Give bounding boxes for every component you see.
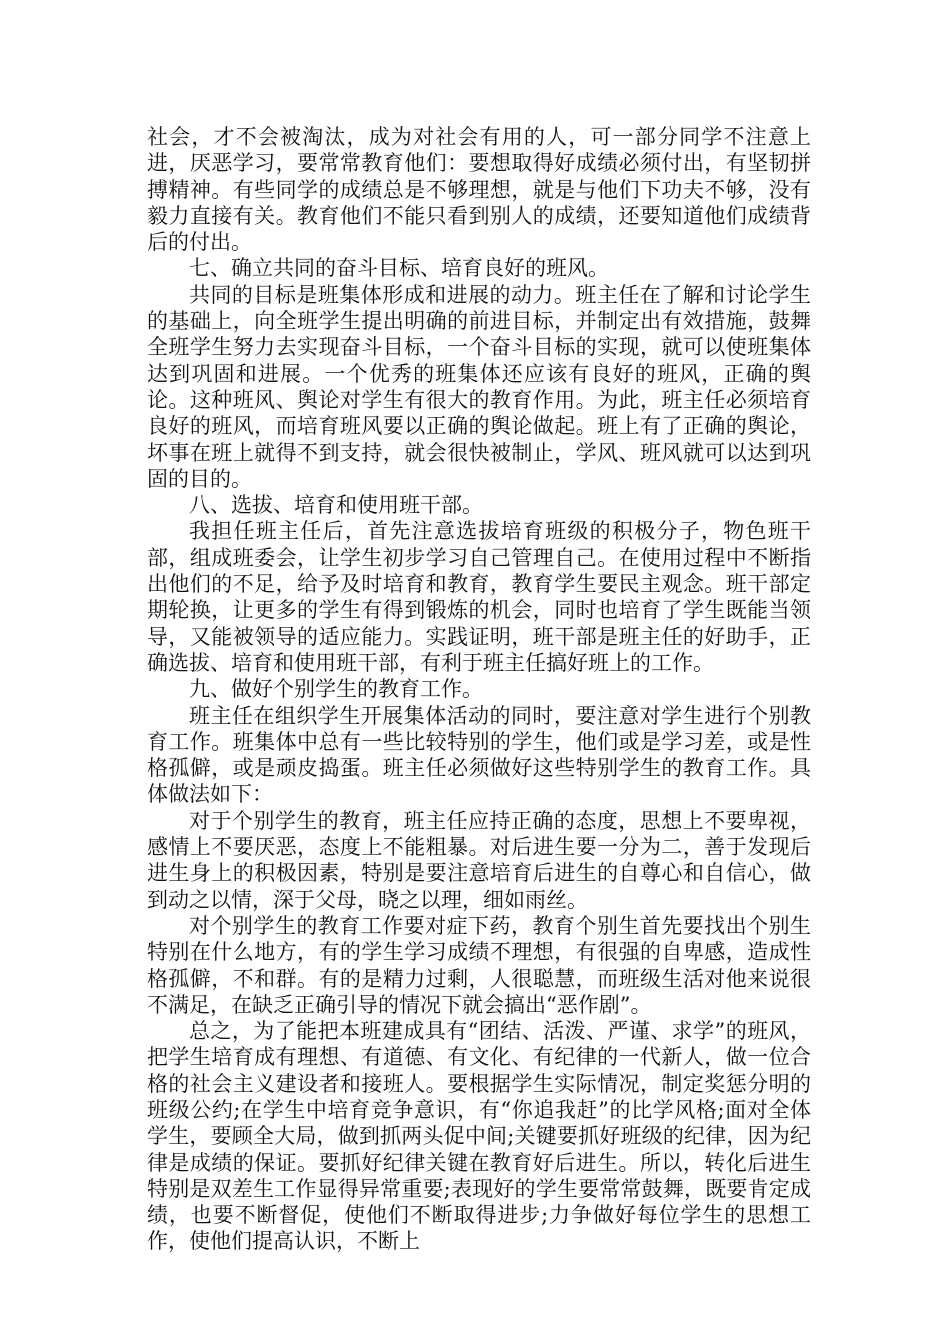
document-page — [147, 124, 811, 1255]
paragraph-class-cadres: 我担任班主任后，首先注意选拔培育班级的积极分子，物色班干部，组成班委会，让学生初步学习自己管理自己。在使用过程中不断指出他们的不足，给予及时培育和教育，教育学生要民主观念。班干部定期轮换，让更多的学生有得到锻炼的机会，同时也培育了学生既能当领导，又能被领导的适应能力。实践证明，班干部是班主任的好助手，正确选拔、培育和使用班干部，有利于班主任搞好班上的工作。 — [147, 519, 811, 675]
section-heading-9: 九、做好个别学生的教育工作。 — [189, 677, 483, 702]
paragraph-continuation: 社会，才不会被淘汰，成为对社会有用的人，可一部分同学不注意上进，厌恶学习，要常常教育他们：要想取得好成绩必须付出，有坚韧拼搏精神。有些同学的成绩总是不够理想，就是与他们下功夫不够，没有毅力直接有关。教育他们不能只看到别人的成绩，还要知道他们成绩背后的付出。 — [147, 125, 811, 255]
section-heading-7: 七、确立共同的奋斗目标、培育良好的班风。 — [189, 256, 609, 281]
paragraph-correct-attitude: 对于个别学生的教育，班主任应持正确的态度，思想上不要卑视，感情上不要厌恶，态度上不能粗暴。对后进生要一分为二，善于发现后进生身上的积极因素，特别是要注意培育后进生的自尊心和自信心，做到动之以情，深于父母，晓之以理，细如雨丝。 — [147, 808, 811, 912]
section-heading-8: 八、选拔、培育和使用班干部。 — [189, 493, 483, 518]
paragraph-targeted-approach: 对个别学生的教育工作要对症下药，教育个别生首先要找出个别生特别在什么地方，有的学生学习成绩不理想，有很强的自卑感，造成性格孤僻，不和群。有的是精力过剩，人很聪慧，而班级生活对他来说很不满足，在缺乏正确引导的情况下就会搞出“恶作剧”。 — [147, 913, 811, 1017]
paragraph-summary: 总之，为了能把本班建成具有“团结、活泼、严谨、求学”的班风，把学生培育成有理想、有道德、有文化、有纪律的一代新人，做一位合格的社会主义建设者和接班人。要根据学生实际情况，制定奖惩分明的班级公约;在学生中培育竞争意识，有“你追我赶”的比学风格;面对全体学生，要顾全大局，做到抓两头促中间;关键要抓好班级的纪律，因为纪律是成绩的保证。要抓好纪律关键在教育好后进生。所以，转化后进生特别是双差生工作显得异常重要;表现好的学生要常常鼓舞，既要肯定成绩，也要不断督促，使他们不断取得进步;力争做好每位学生的思想工作，使他们提高认识，不断上 — [147, 1019, 811, 1254]
paragraph-class-goals: 共同的目标是班集体形成和进展的动力。班主任在了解和讨论学生的基础上，向全班学生提出明确的前进目标，并制定出有效措施，鼓舞全班学生努力去实现奋斗目标，一个奋斗目标的实现，就可以使班集体达到巩固和进展。一个优秀的班集体还应该有良好的班风，正确的舆论。这种班风、舆论对学生有很大的教育作用。为此，班主任必须培育良好的班风，而培育班风要以正确的舆论做起。班上有了正确的舆论，坏事在班上就得不到支持，就会很快被制止，学风、班风就可以达到巩固的目的。 — [147, 282, 811, 491]
paragraph-individual-education: 班主任在组织学生开展集体活动的同时，要注意对学生进行个别教育工作。班集体中总有一些比较特别的学生，他们或是学习差，或是性格孤僻，或是顽皮捣蛋。班主任必须做好这些特别学生的教育工作。具体做法如下： — [147, 703, 811, 807]
